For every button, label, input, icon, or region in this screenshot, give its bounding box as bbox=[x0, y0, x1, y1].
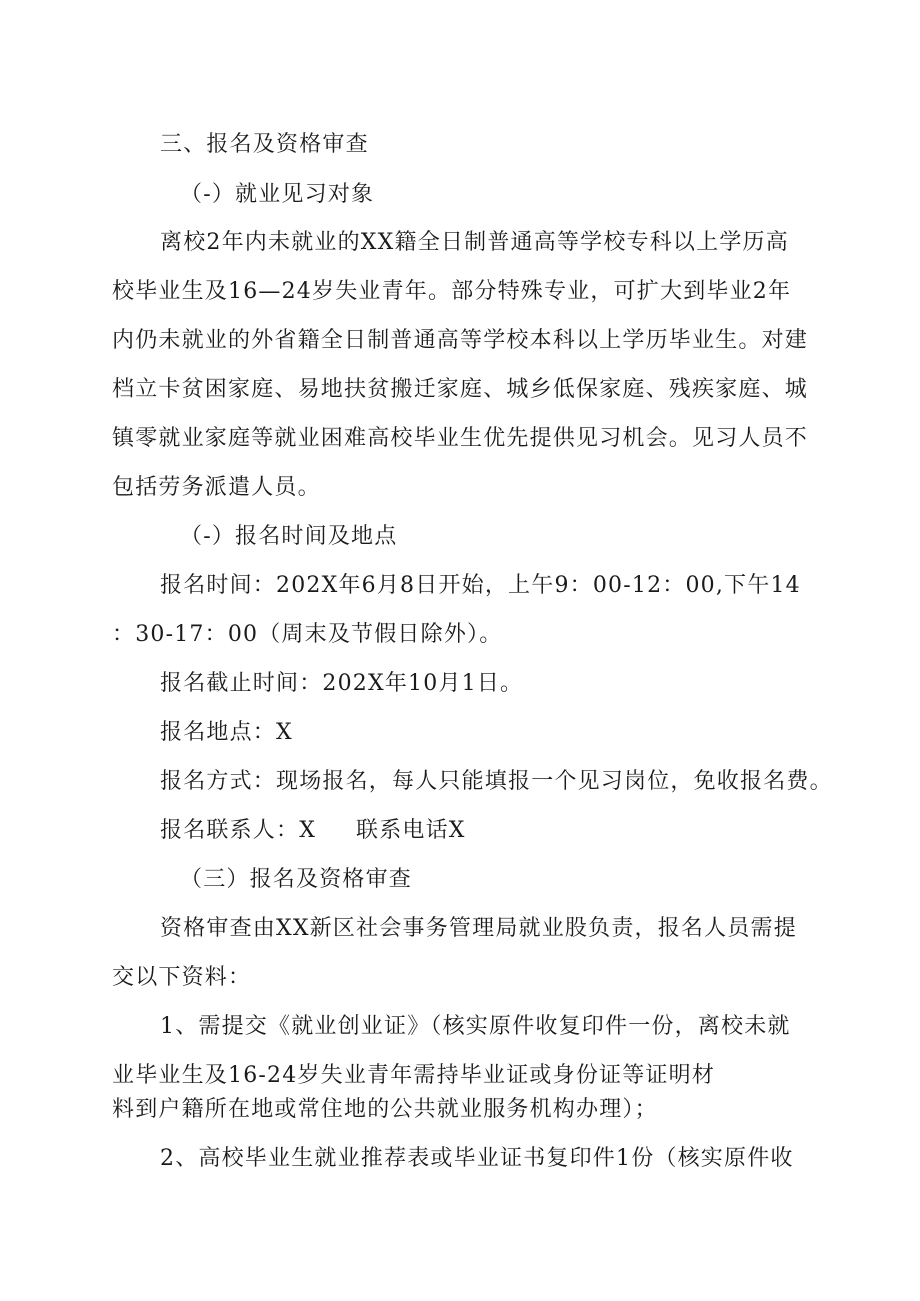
list-item-1-line: 1、需提交《就业创业证》（核实原件收复印件一份，离校未就 bbox=[160, 1014, 791, 1039]
review-line: 交以下资料： bbox=[112, 965, 252, 990]
list-item-2-line: 2、高校毕业生就业推荐表或毕业证书复印件1份（核实原件收 bbox=[160, 1146, 794, 1171]
deadline-line: 报名截止时间：202X年10月1日。 bbox=[160, 671, 524, 696]
subsection-title-objects: （-）就业见习对象 bbox=[180, 182, 375, 207]
method-line: 报名方式：现场报名，每人只能填报一个见习岗位，免收报名费。 bbox=[160, 769, 833, 794]
review-line: 资格审查由XX新区社会事务管理局就业股负责，报名人员需提 bbox=[160, 916, 797, 941]
paragraph-line: 镇零就业家庭等就业困难高校毕业生优先提供见习机会。见习人员不 bbox=[112, 426, 809, 451]
contact-phone: 联系电话X bbox=[356, 818, 466, 843]
paragraph-line: 离校2年内未就业的XX籍全日制普通高等学校专科以上学历高 bbox=[160, 230, 789, 255]
signup-time-line: 报名时间：202X年6月8日开始，上午9：00-12：00,下午14 bbox=[160, 573, 801, 598]
location-line: 报名地点：X bbox=[160, 720, 293, 745]
subsection-title-time-location: （-）报名时间及地点 bbox=[180, 524, 398, 549]
paragraph-line: 校毕业生及16—24岁失业青年。部分特殊专业，可扩大到毕业2年 bbox=[112, 279, 792, 304]
section-heading: 三、报名及资格审查 bbox=[160, 132, 369, 157]
contact-person: 报名联系人：X bbox=[160, 818, 317, 843]
subsection-title-review: （三）报名及资格审查 bbox=[180, 867, 413, 892]
signup-time-line: ：30-17：00（周末及节假日除外）。 bbox=[112, 622, 503, 647]
paragraph-line: 内仍未就业的外省籍全日制普通高等学校本科以上学历毕业生。对建 bbox=[112, 328, 809, 353]
list-item-1-line: 料到户籍所在地或常住地的公共就业服务机构办理）； bbox=[112, 1097, 658, 1122]
list-item-1-line: 业毕业生及16-24岁失业青年需持毕业证或身份证等证明材 bbox=[112, 1063, 716, 1088]
paragraph-line: 档立卡贫困家庭、易地扶贫搬迁家庭、城乡低保家庭、残疾家庭、城 bbox=[112, 377, 809, 402]
paragraph-line: 包括劳务派遣人员。 bbox=[112, 475, 321, 500]
